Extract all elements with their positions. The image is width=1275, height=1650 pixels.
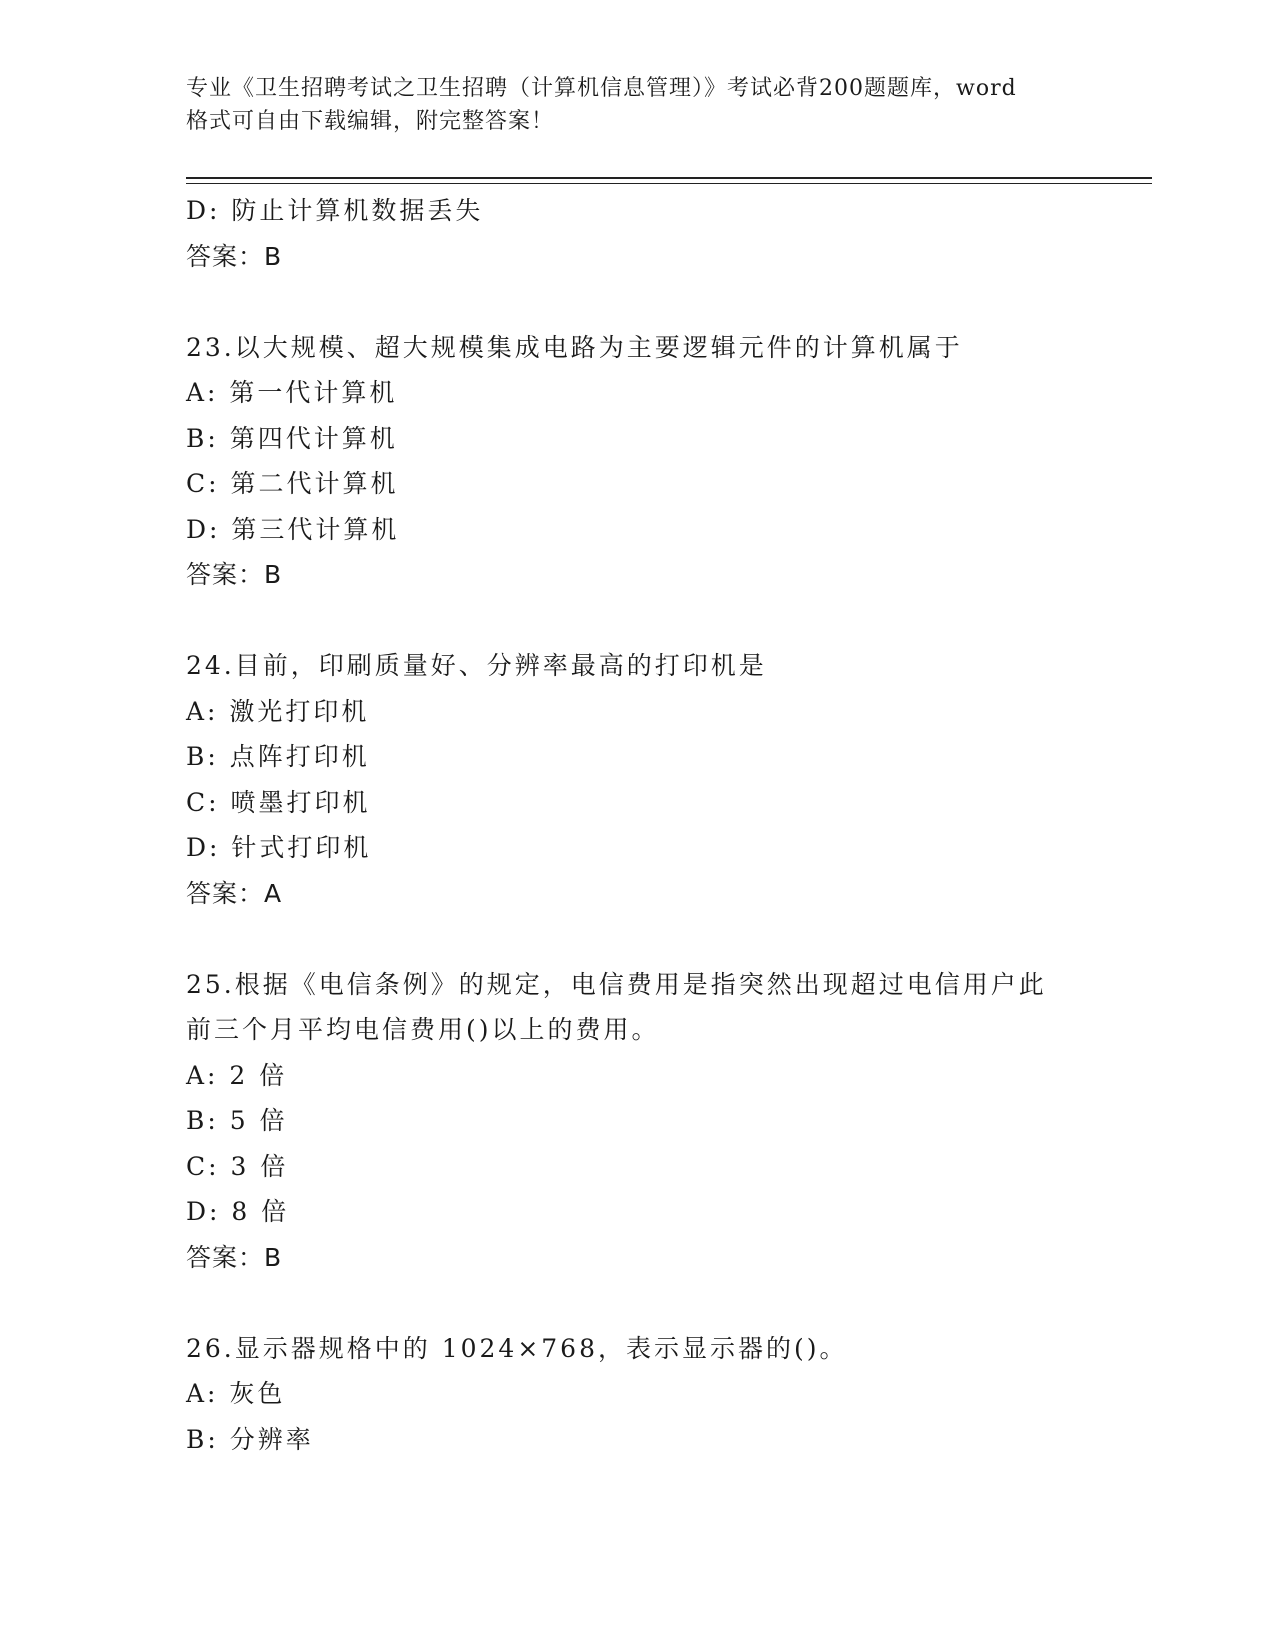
spacer [186,279,1152,325]
header-rule-thick [186,177,1152,179]
option-a: A: 第一代计算机 [186,378,398,407]
header-line-1: 专业《卫生招聘考试之卫生招聘（计算机信息管理）》考试必背200题题库，word [186,76,1017,101]
question-25 [186,962,1152,1281]
option-d: D: 针式打印机 [186,833,372,862]
answer: 答案：B [186,241,283,271]
spacer [186,916,1152,962]
option-d: D: 第三代计算机 [186,514,400,544]
option-d: D: 防止计算机数据丢失 [186,196,484,225]
question-text: 26.显示器规格中的 1024×768，表示显示器的()。 [186,1333,848,1363]
option-c: C: 3 倍 [186,1151,289,1181]
question-text: 23.以大规模、超大规模集成电路为主要逻辑元件的计算机属于 [186,332,963,362]
question-22 [186,188,1152,279]
question-26 [186,1326,1152,1463]
question-text-line-1: 25.根据《电信条例》的规定，电信费用是指突然出现超过电信用户此 [186,969,1047,999]
option-b: B: 点阵打印机 [186,742,370,771]
answer: 答案：B [186,560,283,589]
document-header [186,72,1086,138]
header-rule-thin [186,183,1152,184]
question-24 [186,643,1152,916]
spacer [186,1280,1152,1326]
question-text: 24.目前，印刷质量好、分辨率最高的打印机是 [186,651,767,680]
answer: 答案：A [186,878,283,908]
option-c: C: 第二代计算机 [186,469,399,498]
option-d: D: 8 倍 [186,1197,290,1226]
question-text-line-2: 前三个月平均电信费用()以上的费用。 [186,1015,660,1044]
option-c: C: 喷墨打印机 [186,787,371,817]
option-b: B: 5 倍 [186,1106,288,1135]
answer: 答案：B [186,1242,283,1272]
document-content [186,188,1152,1462]
option-a: A: 2 倍 [186,1060,288,1090]
option-a: A: 灰色 [186,1379,286,1408]
option-b: B: 分辨率 [186,1424,314,1454]
option-a: A: 激光打印机 [186,696,370,726]
option-b: B: 第四代计算机 [186,423,398,453]
spacer [186,598,1152,644]
header-line-2: 格式可自由下载编辑，附完整答案！ [186,109,555,134]
question-23 [186,325,1152,598]
